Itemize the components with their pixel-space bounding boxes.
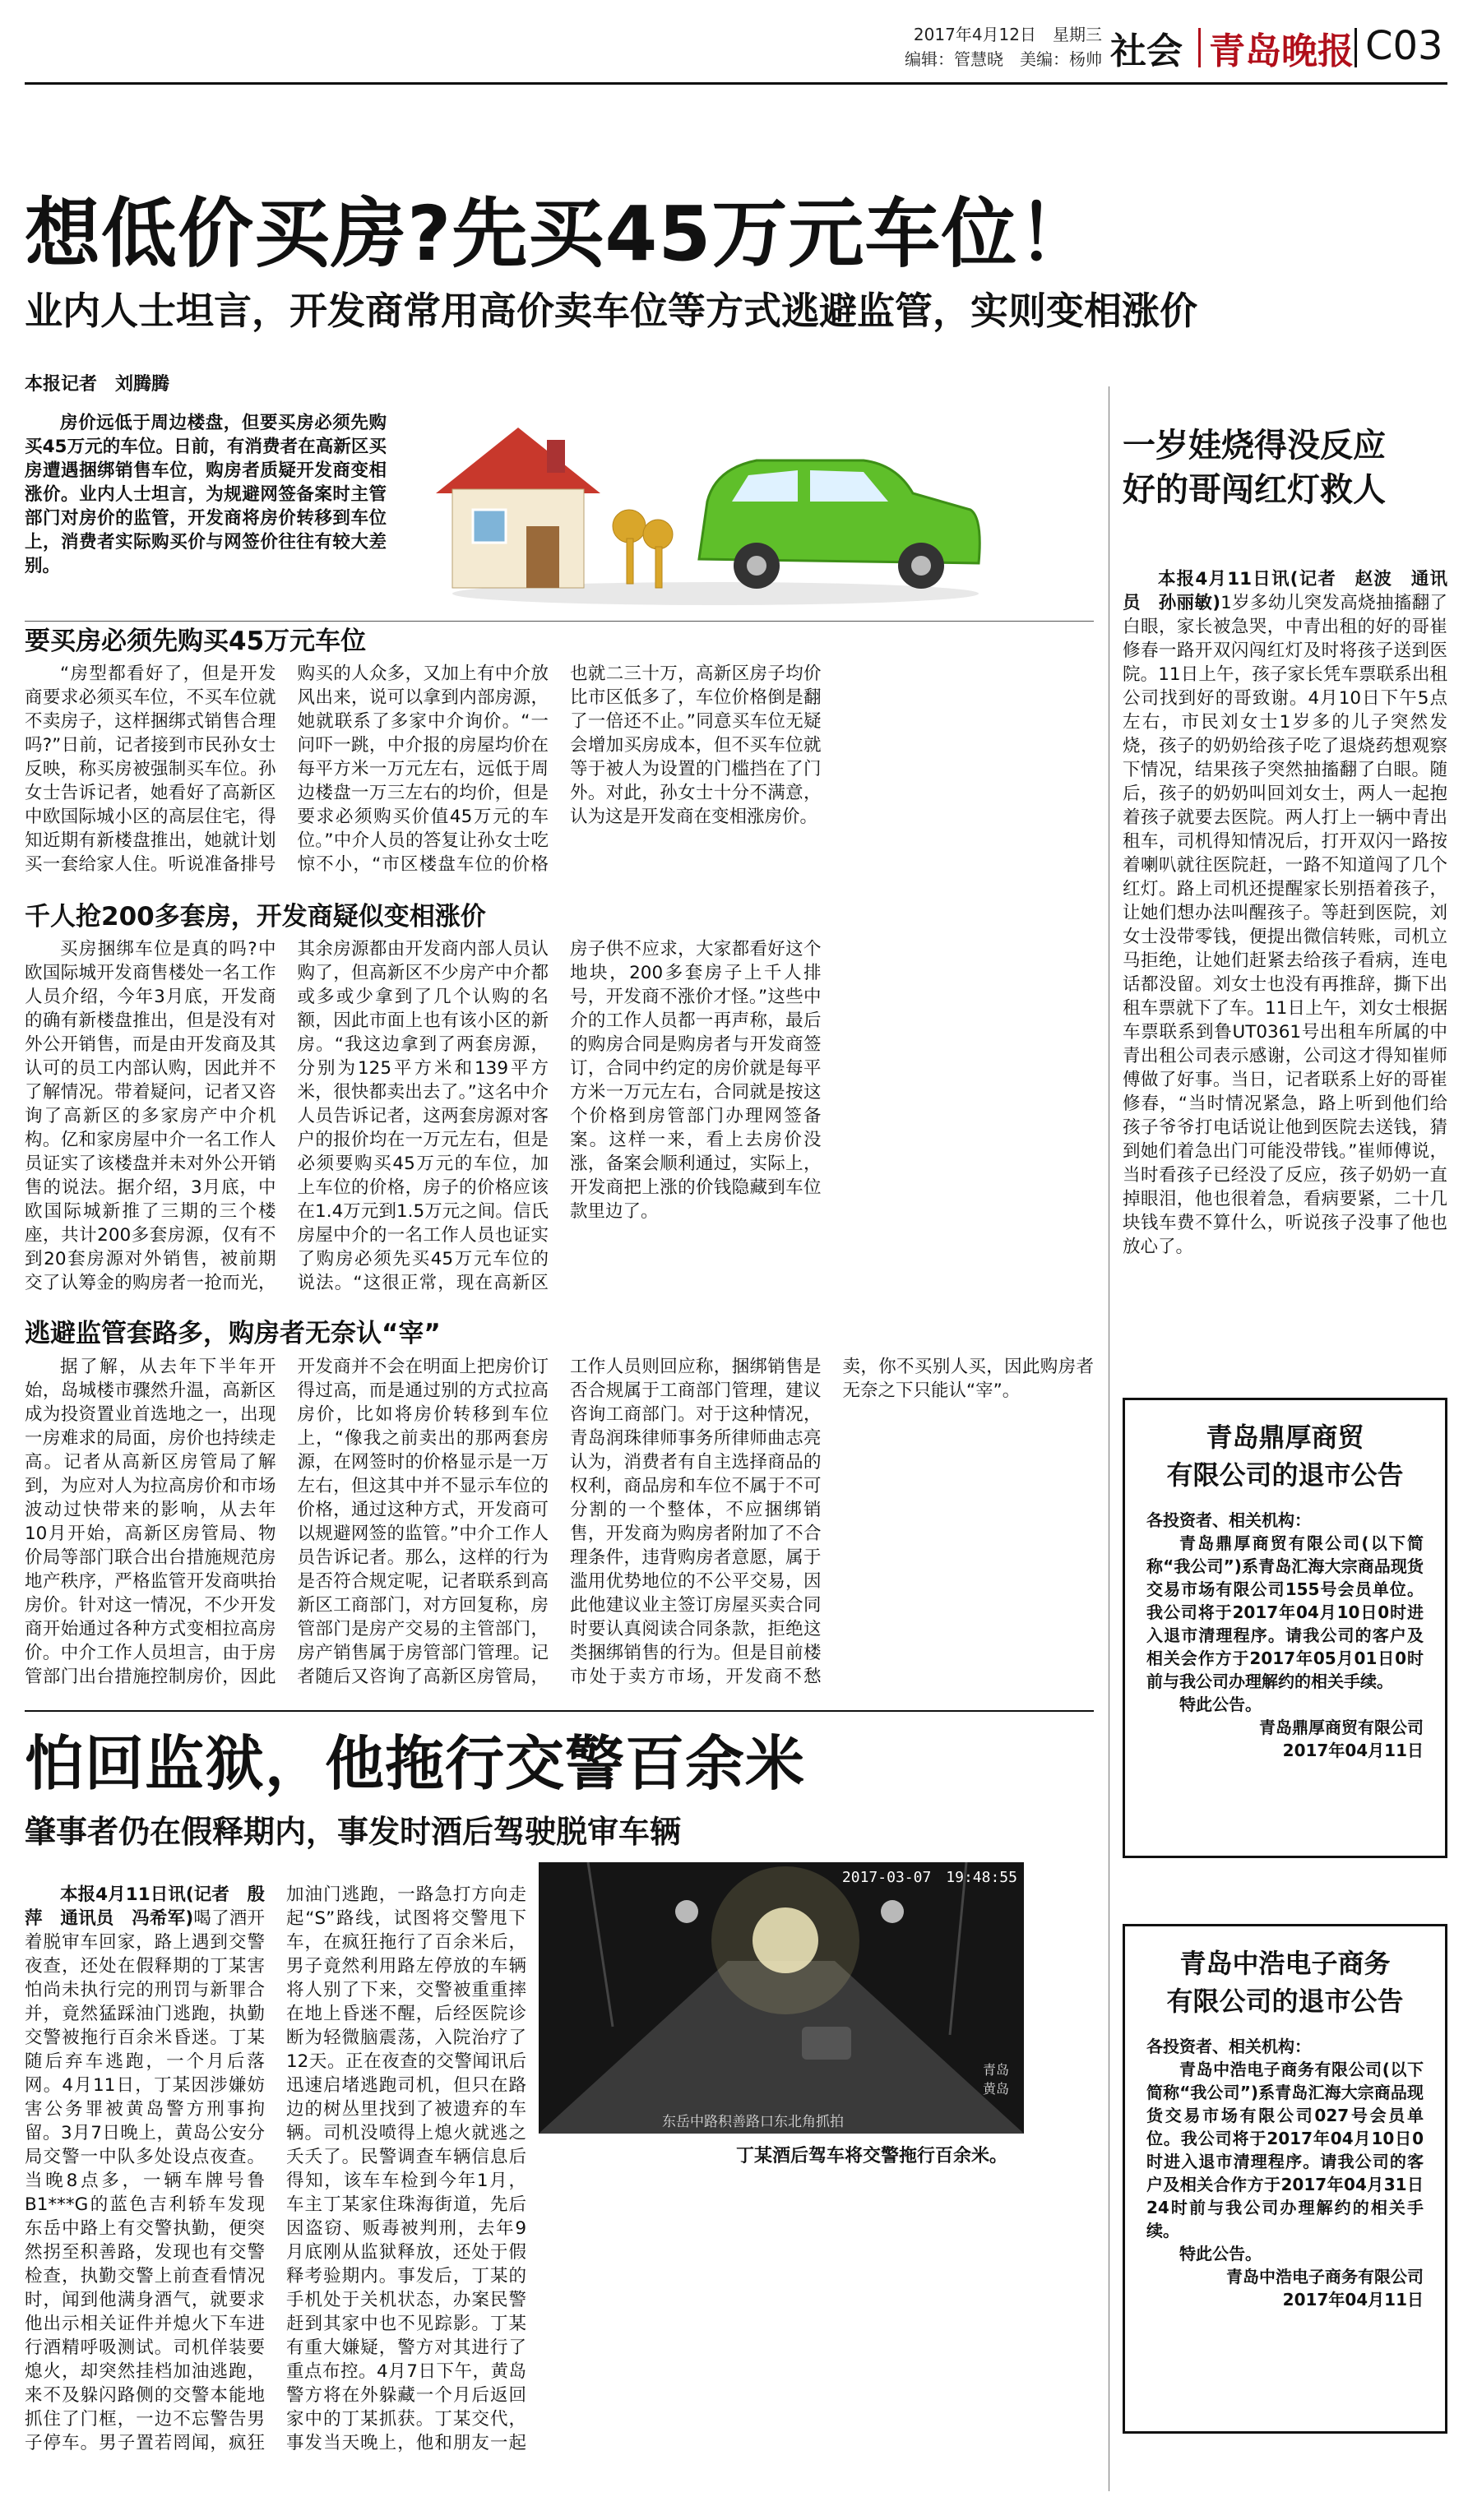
masthead-divider-2 bbox=[1355, 28, 1357, 67]
night-street-photo-icon bbox=[539, 1862, 1024, 2134]
article2-body-top bbox=[25, 1883, 526, 2475]
paper-logo: 青岛晚报 bbox=[1209, 30, 1354, 72]
article1-section2-head: 千人抢200多套房，开发商疑似变相涨价 bbox=[25, 902, 486, 932]
notice1-text: 青岛鼎厚商贸有限公司(以下简称“我公司”)系青岛汇海大宗商品现货交易市场有限公司155号会员单位。我公司将于2017年04月10日0时进入退市清理程序。请我公司的客户及相关会作方于2017年05月01日0时前与我公司办理解约的相关手续。 bbox=[1146, 1533, 1424, 1691]
article1-headline: 想低价买房?先买45万元车位！ bbox=[25, 190, 1095, 278]
section2-text: 买房捆绑车位是真的吗?中欧国际城开发商售楼处一名工作人员介绍，今年3月底，开发商的确有新楼盘推出，但是没有对外公开销售，而是由开发商及其认可的员工内部认购，因此并不了解情况。带着疑问，记者又咨询了高新区的多家房产中介机构。亿和家房屋中介一名工作人员证实了该楼盘并未对外公开销售的说法。据介绍，3月底，中欧国际城新推了三期的三个楼座，共计200多套房源，仅有不到20套房源对外销售，被前期交了认筹金的购房者一抢而光，其余房源都由开发商内部人员认购了，但高新区不少房产中介都或多或少拿到了几个认购的名额，因此市面上也有该小区的新房。“我这边拿到了两套房源，分别为125平方米和139平方米，很快都卖出去了。”这名中介人员告诉记者，这两套房源对客户的报价均在一万元左右，但是必须要购买45万元的车位，加上车位的价格，房子的价格应该在1.4万元到1.5万元之间。信氏房屋中介的一名工作人员也证实了购房必须先买45万元车位的说法。“这很正常，现在高新区房子供不应求，大家都看好这个地块，200多套房子上千人排号，开发商不涨价才怪。”这些中介的工作人员都一再声称，最后的购房合同是购房者与开发商签订，合同中约定的房价就是每平方米一万元左右，合同就是按这个价格到房管部门办理网签备案。这样一来，看上去房价没涨，备案会顺利通过，实际上，开发商把上涨的价钱隐藏到车位款里边了。 bbox=[25, 939, 822, 1293]
article2-text: 喝了酒开着脱审车回家，路上遇到交警夜查，还处在假释期的丁某害怕尚未执行完的刑罚与新罪合并，竟然猛踩油门逃跑，执勤交警被拖行百余米昏迷。丁某随后弃车逃跑，一个月后落网。4月11日，丁某因涉嫌妨害公务罪被黄岛警方刑事拘留。3月7日晚上，黄岛公安分局交警一中队多处设点夜查。当晚8点多，一辆车牌号鲁B1***G的蓝色吉利轿车发现东岳中路上有交警执勤，便突然拐至积善路，发现也有交警检查，执勤交警上前查看情况时，闻到他满身酒气，就要求他出示相关证件并熄火下车进行酒精呼吸测试。司机佯装要熄火，却突然挂档加油逃跑，来不及躲闪路侧的交警本能地抓住了门框，一边不忘警告男子停车。男子置若罔闻，疯狂加油门逃跑，一路急打方向走起“S”路线，试图将交警甩下车，在疯狂拖行了百余米后，男子竟然利用路左停放的车辆将人别了下来，交警被重重摔在地上昏迷不醒，后经医院诊断为轻微脑震荡，入院治疗了12天。正在夜查的交警闻讯后迅速启堵逃跑司机，但只在路边的树丛里找到了被遗弃的车辆。司机没喷得上熄火就逃之夭夭了。民警调查车辆信息后得知，该车车检到今年1月，车主丁某家住珠海街道，先后因盗窃、贩毒被判刑，去年9月底刚从监狱释放，还处于假释考验期内。事发后，丁某的手机处于关机状态，办案民警赶到其家中也不见踪影。丁某有重大嫌疑，警方对其进行了重点布控。4月7日下午，黄岛警方将在外躲藏一个月后返回家中的丁某抓获。丁某交代，事发当天晚上，他和朋友一起 bbox=[25, 1884, 526, 2453]
article2-byline: 本报4月11日讯(记者 殷萍 通讯员 冯希军) bbox=[25, 1884, 265, 1929]
notice-box-1 bbox=[1123, 1398, 1447, 1858]
notice1-title-1: 青岛鼎厚商贸 bbox=[1206, 1422, 1364, 1453]
photo-overlay: 青岛黄岛 bbox=[983, 2062, 1010, 2097]
section3-text: 据了解，从去年下半年开始，岛城楼市骤然升温，高新区成为投资置业首选地之一，出现一房难求的局面，房价也持续走高。记者从高新区房管局了解到，为应对人为拉高房价和市场波动过快带来的影响，从去年10月开始，高新区房管局、物价局等部门联合出台措施规范房地产秩序，严格监管开发商哄抬房价。针对这一情况，不少开发商开始通过各种方式变相拉高房价。中介工作人员坦言，由于房管部门出台措施控制房价，因此开发商并不会在明面上把房价订得过高，而是通过别的方式拉高房价，比如将房价转移到车位上，“像我之前卖出的那两套房源，在网签时的价格显示是一万左右，但这其中并不显示车位的价格，通过这种方式，开发商可以规避网签的监管。”中介工作人员告诉记者。那么，这样的行为是否符合规定呢，记者联系到高新区工商部门，对方回复称，房管部门是房产交易的主管部门，房产销售属于房管部门管理。记者随后又咨询了高新区房管局，工作人员则回应称，捆绑销售是否合规属于工商部门管理，建议咨询工商部门。对于这种情况，青岛润珠律师事务所律师曲志亮认为，消费者有自主选择商品的权利，商品房和车位不属于不可分割的一个整体，不应捆绑销售，开发商为购房者附加了不合理条件，违背购房者意愿，属于滥用优势地位的不公平交易，因此他建议业主签订房屋买卖合同时要认真阅读合同条款，拒绝这类捆绑销售的行为。但是目前楼市处于卖方市场，开发商不愁卖，你不买别人买，因此购房者无奈之下只能认“宰”。 bbox=[25, 1357, 1094, 1687]
notice2-date: 2017年04月11日 bbox=[1282, 2290, 1424, 2310]
sidebar-byline: 本报4月11日讯(记者 赵波 通讯员 孙丽敏) bbox=[1123, 569, 1447, 613]
masthead-rule bbox=[25, 82, 1447, 85]
article1-subhead: 业内人士坦言，开发商常用高价卖车位等方式逃避监管，实则变相涨价 bbox=[25, 289, 1197, 333]
divider bbox=[25, 621, 1094, 622]
notice2-text: 青岛中浩电子商务有限公司(以下简称“我公司”)系青岛汇海大宗商品现货交易市场有限公司027号会员单位。我公司将于2017年04月10日0时进入退市清理程序。请我公司的客户及相关合作方于2017年04月31日24时前与我公司办理解约的相关手续。 bbox=[1146, 2060, 1424, 2240]
notice2-title-2: 有限公司的退市公告 bbox=[1166, 1986, 1404, 2017]
notice1-closing: 特此公告。 bbox=[1179, 1695, 1262, 1714]
page-number: C03 bbox=[1365, 23, 1443, 69]
article2-rule bbox=[25, 1710, 1094, 1712]
article1-lead bbox=[25, 411, 387, 578]
editors-credit: 编辑：管慧晓 美编：杨帅 bbox=[905, 49, 1102, 69]
notice1-body bbox=[1146, 1509, 1424, 1716]
notice1-address: 各投资者、相关机构： bbox=[1146, 1510, 1311, 1530]
notice1-signer: 青岛鼎厚商贸有限公司 bbox=[1259, 1718, 1424, 1737]
article1-section3-head: 逃避监管套路多，购房者无奈认“宰” bbox=[25, 1319, 441, 1348]
house-car-icon bbox=[403, 403, 995, 608]
sidebar-story-body bbox=[1123, 567, 1447, 1357]
article1-section2-body bbox=[25, 937, 1094, 1307]
notice2-address: 各投资者、相关机构： bbox=[1146, 2037, 1311, 2056]
weekday-text: 星期三 bbox=[1053, 25, 1102, 44]
article1-section3-body bbox=[25, 1355, 1094, 1700]
section1-text: “房型都看好了，但是开发商要求必须买车位，不买车位就不卖房子，这样捆绑式销售合理吗?”日前，记者接到市民孙女士反映，称买房被强制买车位。孙女士告诉记者，她看好了高新区中欧国际城小区的高层住宅，得知近期有新楼盘推出，她就计划买一套给家人住。听说准备排号购买的人众多，又加上有中介放风出来，说可以拿到内部房源，她就联系了多家中介询价。“一问吓一跳，中介报的房屋均价在每平方米一万元左右，远低于周边楼盘一万三左右的均价，但是要求必须购买价值45万元的车位。”中介人员的答复让孙女士吃惊不小，“市区楼盘车位的价格也就二三十万，高新区房子均价比市区低多了，车位价格倒是翻了一倍还不止。”同意买车位无疑会增加买房成本，但不买车位就等于被人为设置的门槛挡在了门外。对此，孙女士十分不满意，认为这是开发商在变相涨房价。 bbox=[25, 664, 822, 875]
masthead-divider bbox=[1198, 28, 1201, 67]
notice1-date: 2017年04月11日 bbox=[1282, 1741, 1424, 1760]
sidebar-text: 1岁多幼儿突发高烧抽搐翻了白眼，家长被急哭，中青出租的好的哥崔修春一路开双闪闯红灯及时将孩子送到医院。11日上午，孩子家长凭车票联系出租公司找到好的哥致谢。4月10日下午5点左右，市民刘女士1岁多的儿子突然发烧，孩子的奶奶给孩子吃了退烧药想观察下情况，结果孩子突然抽搐翻了白眼。随后，孩子的奶奶叫回刘女士，两人一起抱着孩子就要去医院。两人打上一辆中青出租车，司机得知情况后，打开双闪一路按着喇叭就往医院赶，一路不知道闯了几个红灯。路上司机还提醒家长别捂着孩子，让她们想办法叫醒孩子。等赶到医院，刘女士没带零钱，便提出微信转账，司机立马拒绝，让她们赶紧去给孩子看病，连电话都没留。刘女士也没有再推辞，撕下出租车票就下了车。11日上午，刘女士根据车票联系到鲁UT0361号出租车所属的中青出租公司表示感谢，公司这才得知崔师傅做了好事。当日，记者联系上好的哥崔修春，“当时情况紧急，路上听到他们给孩子爷爷打电话说让他到医院去送钱，猜到她们着急出门可能没带钱。”崔师傅说，当时看孩子已经没了反应，孩子奶奶一直掉眼泪，他也很着急，看病要紧，二十几块钱车费不算什么，听说孩子没事了他也放心了。 bbox=[1123, 593, 1447, 1257]
photo-caption: 丁某酒后驾车将交警拖行百余米。 bbox=[736, 2146, 1008, 2166]
notice2-title-1: 青岛中浩电子商务 bbox=[1179, 1948, 1391, 1979]
article1-section1-head: 要买房必须先购买45万元车位 bbox=[25, 627, 367, 656]
section-name: 社会 bbox=[1110, 30, 1183, 72]
notice1-title-2: 有限公司的退市公告 bbox=[1166, 1459, 1404, 1491]
article2-headline: 怕回监狱，他拖行交警百余米 bbox=[25, 1729, 806, 1798]
article1-byline: 本报记者 刘腾腾 bbox=[25, 374, 170, 395]
sidebar-headline: 一岁娃烧得没反应 好的哥闯红灯救人 bbox=[1123, 427, 1419, 509]
photo-timestamp: 2017-03-07 19:48:55 bbox=[841, 1869, 1017, 1886]
article2-subhead: 肇事者仍在假释期内，事发时酒后驾驶脱审车辆 bbox=[25, 1814, 682, 1850]
notice2-signer: 青岛中浩电子商务有限公司 bbox=[1226, 2267, 1424, 2286]
lead-paragraph: 房价远低于周边楼盘，但要买房必须先购买45万元的车位。日前，有消费者在高新区买房遭遇捆绑销售车位，购房者质疑开发商变相涨价。业内人士坦言，为规避网签备案时主管部门对房价的监管，开发商将房价转移到车位上，消费者实际购买价与网签价往往有较大差别。 bbox=[25, 413, 387, 576]
article1-section1-body bbox=[25, 662, 1094, 890]
notice2-closing: 特此公告。 bbox=[1179, 2244, 1262, 2263]
photo-location: 东岳中路积善路口东北角抓拍 bbox=[662, 2114, 844, 2130]
notice-box-2 bbox=[1123, 1924, 1447, 2434]
issue-date bbox=[888, 23, 1102, 46]
house-car-illustration bbox=[403, 403, 995, 608]
surveillance-photo bbox=[539, 1862, 1024, 2134]
date-text: 2017年4月12日 bbox=[913, 25, 1036, 44]
notice2-body bbox=[1146, 2035, 1424, 2265]
